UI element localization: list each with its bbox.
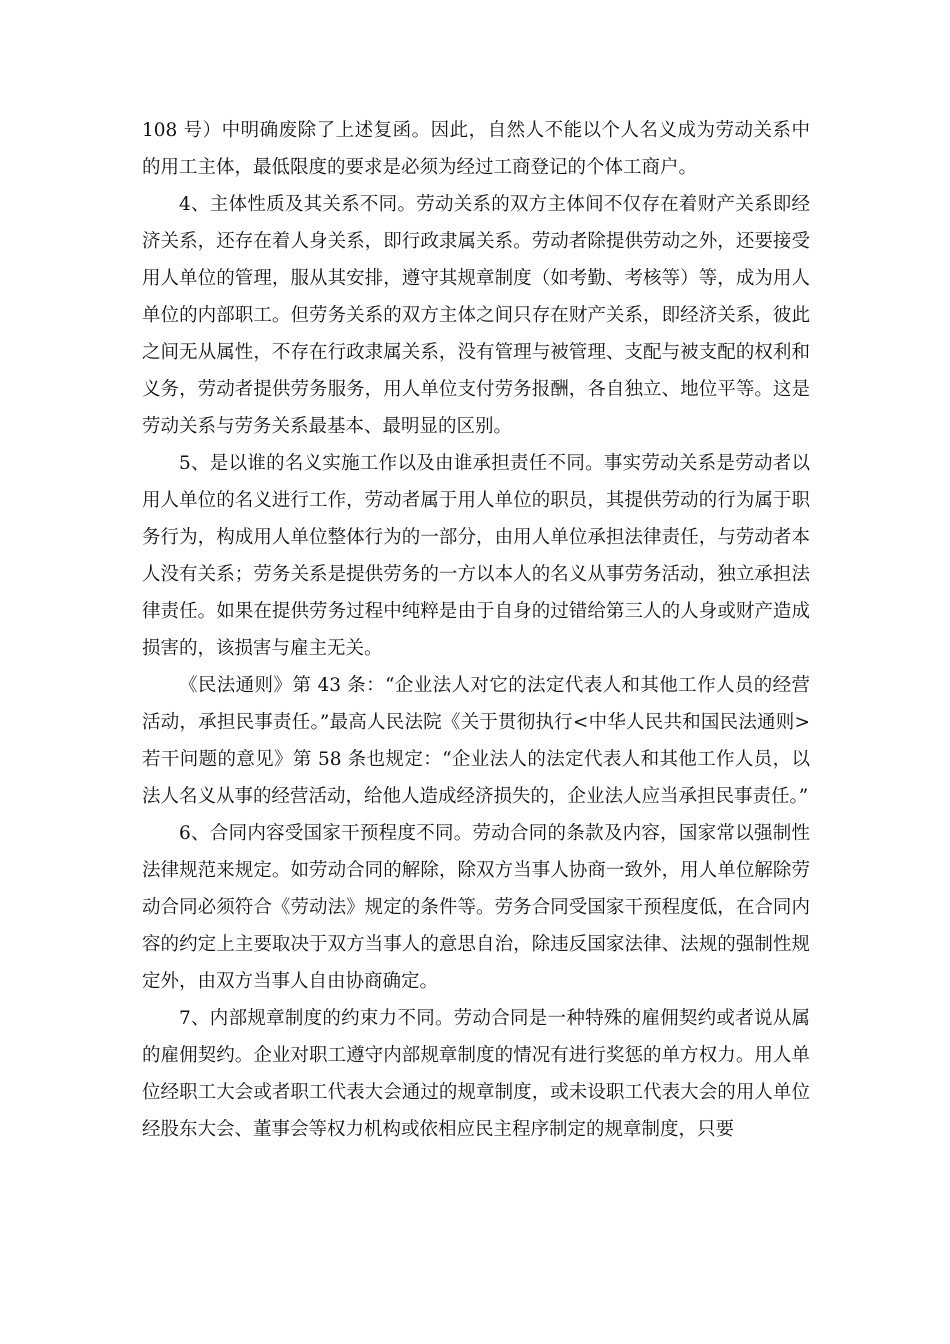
paragraph-6-state-intervention: 6、合同内容受国家干预程度不同。劳动合同的条款及内容，国家常以强制性法律规范来规定。如劳动合同的解除，除双方当事人协商一致外，用人单位解除劳动合同必须符合《劳动法》规定的条件等。劳务合同受国家干预程度低，在合同内容的约定上主要取决于双方当事人的意思自治，除违反国家法律、法规的强制性规定外，由双方当事人自由协商确定。	[142, 823, 810, 992]
paragraph-4-subject-nature: 4、主体性质及其关系不同。劳动关系的双方主体间不仅存在着财产关系即经济关系，还存在着人身关系，即行政隶属关系。劳动者除提供劳动之外，还要接受用人单位的管理，服从其安排，遵守其规章制度（如考勤、考核等）等，成为用人单位的内部职工。但劳务关系的双方主体之间只存在财产关系，即经济关系，彼此之间无从属性，不存在行政隶属关系，没有管理与被管理、支配与被支配的权利和义务，劳动者提供劳务服务，用人单位支付劳务报酬，各自独立、地位平等。这是劳动关系与劳务关系最基本、最明显的区别。	[142, 194, 810, 437]
paragraph-continuation: 108 号）中明确废除了上述复函。因此，自然人不能以个人名义成为劳动关系中的用工主体，最低限度的要求是必须为经过工商登记的个体工商户。	[142, 120, 810, 178]
paragraph-civil-law-citation: 《民法通则》第 43 条：“企业法人对它的法定代表人和其他工作人员的经营活动，承担民事责任。”最高人民法院《关于贯彻执行<中华人民共和国民法通则>若干问题的意见》第 58 条也规定：“企业法人的法定代表人和其他工作人员，以法人名义从事的经营活动，给他人造成经济损失的，企业法人应当承担民事责任。”	[142, 675, 810, 807]
paragraph-5-name-and-liability: 5、是以谁的名义实施工作以及由谁承担责任不同。事实劳动关系是劳动者以用人单位的名义进行工作，劳动者属于用人单位的职员，其提供劳动的行为属于职务行为，构成用人单位整体行为的一部分，由用人单位承担法律责任，与劳动者本人没有关系；劳务关系是提供劳务的一方以本人的名义从事劳务活动，独立承担法律责任。如果在提供劳务过程中纯粹是由于自身的过错给第三人的人身或财产造成损害的，该损害与雇主无关。	[142, 453, 810, 659]
document-body	[142, 112, 810, 1148]
paragraph-7-internal-rules: 7、内部规章制度的约束力不同。劳动合同是一种特殊的雇佣契约或者说从属的雇佣契约。企业对职工遵守内部规章制度的情况有进行奖惩的单方权力。用人单位经职工大会或者职工代表大会通过的规章制度，或未设职工代表大会的用人单位经股东大会、董事会等权力机构或依相应民主程序制定的规章制度，只要	[142, 1008, 810, 1140]
